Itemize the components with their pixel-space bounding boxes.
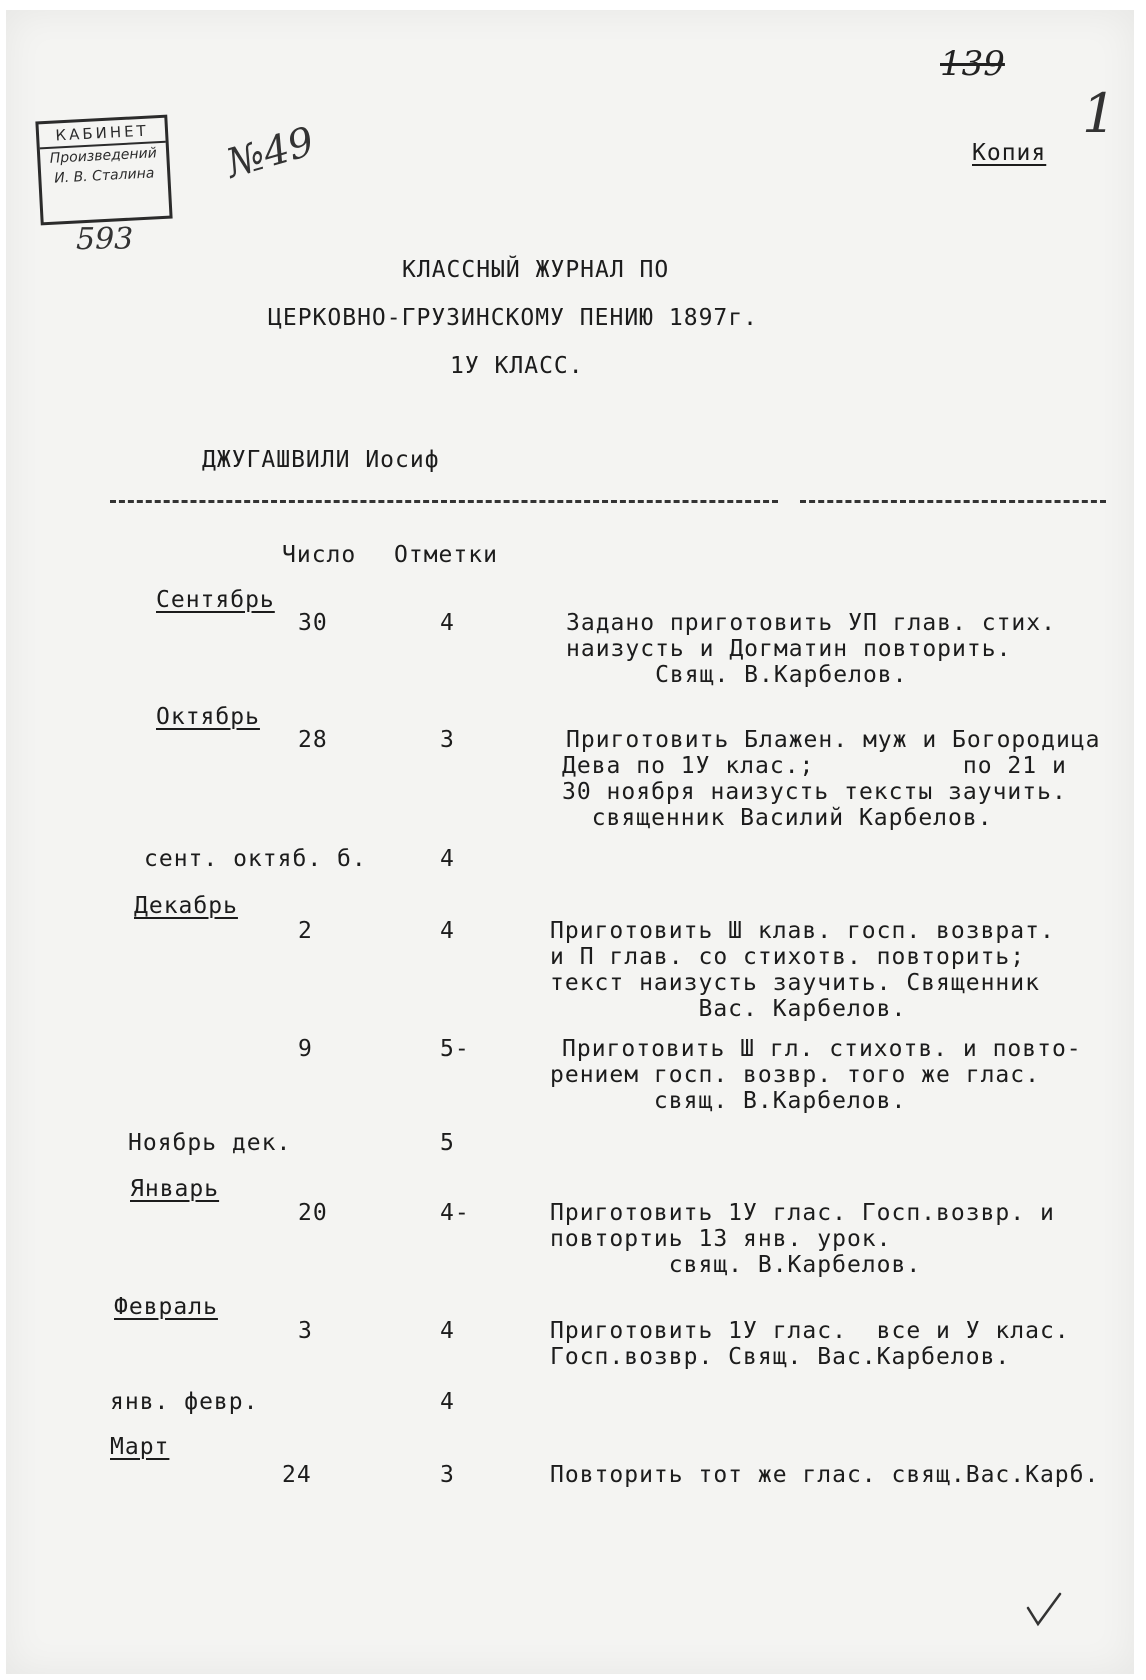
stamp-line-3: И. В. Сталина (53, 165, 155, 187)
title-line-3: 1У КЛАСС. (450, 353, 584, 379)
stamp-number: 593 (76, 222, 134, 257)
entry-note-line: Приготовить Ш гл. стихотв. и повто- (562, 1036, 1082, 1062)
entry-note-line: Приготовить Блажен. муж и Богородица (566, 727, 1101, 753)
entry-note-line: Задано приготовить УП глав. стих. (566, 610, 1056, 636)
entry-note-line: Дева по 1У клас.; по 21 и (562, 753, 1067, 779)
file-number: №49 (221, 118, 320, 188)
entry-mark: 3 (440, 1462, 455, 1488)
entry-mark: 4- (440, 1200, 470, 1226)
summary-label: Ноябрь дек. (128, 1130, 292, 1156)
column-header-marks: Отметки (394, 542, 498, 568)
entry-day: 28 (298, 727, 328, 753)
entry-note-line: Приготовить Ш клав. госп. возврат. (550, 918, 1055, 944)
entry-mark: 4 (440, 1389, 455, 1415)
column-header-date: Число (282, 542, 357, 568)
title-line-2: ЦЕРКОВНО-ГРУЗИНСКОМУ ПЕНИЮ 1897г. (268, 305, 758, 331)
entry-day: 30 (298, 610, 328, 636)
entry-note-line: рением госп. возвр. того же глас. (550, 1062, 1040, 1088)
dashed-rule-left (110, 500, 778, 503)
entry-note-line: священник Василий Карбелов. (562, 805, 993, 831)
cabinet-stamp (35, 115, 172, 226)
dashed-rule-right (800, 500, 1106, 503)
entry-mark: 4 (440, 846, 455, 872)
month-label: Сентябрь (156, 587, 275, 613)
month-label: Март (110, 1434, 170, 1460)
stamp-line-2: Произведений (49, 145, 158, 167)
entry-day: 20 (298, 1200, 328, 1226)
entry-day: 9 (298, 1036, 313, 1062)
entry-mark: 5 (440, 1130, 455, 1156)
check-mark-icon (1024, 1590, 1064, 1630)
entry-mark: 3 (440, 727, 455, 753)
entry-mark: 5- (440, 1036, 470, 1062)
summary-label: янв. февр. (110, 1389, 259, 1415)
month-label: Январь (130, 1176, 220, 1202)
entry-note-line: и П глав. со стихотв. повторить; (550, 944, 1026, 970)
entry-note-line: Приготовить 1У глас. все и У клас. (550, 1318, 1070, 1344)
entry-note-line: наизусть и Догматин повторить. (566, 636, 1012, 662)
entry-mark: 4 (440, 918, 455, 944)
student-name: ДЖУГАШВИЛИ Иосиф (202, 447, 440, 473)
copy-label: Копия (972, 140, 1047, 166)
summary-label: сент. октяб. б. (144, 846, 367, 872)
entry-note-line: текст наизусть заучить. Священник (550, 970, 1040, 996)
entry-day: 24 (282, 1462, 312, 1488)
entry-note-line: свящ. В.Карбелов. (550, 1088, 907, 1114)
sheet-number: 1 (1082, 82, 1117, 145)
entry-note-line: Приготовить 1У глас. Госп.возвр. и (550, 1200, 1055, 1226)
entry-note-line: свящ. В.Карбелов. (550, 1252, 922, 1278)
month-label: Февраль (114, 1294, 218, 1320)
entry-note-line: 30 ноября наизусть тексты заучить. (562, 779, 1067, 805)
entry-mark: 4 (440, 1318, 455, 1344)
entry-mark: 4 (440, 610, 455, 636)
entry-day: 3 (298, 1318, 313, 1344)
month-label: Октябрь (156, 704, 260, 730)
stamp-line-1: КАБИНЕТ (39, 118, 166, 150)
title-line-1: КЛАССНЫЙ ЖУРНАЛ ПО (402, 257, 670, 283)
entry-day: 2 (298, 918, 313, 944)
entry-note-line: Свящ. В.Карбелов. (566, 662, 908, 688)
month-label: Декабрь (134, 893, 238, 919)
archive-number: 139 (940, 44, 1005, 84)
entry-note-line: Вас. Карбелов. (550, 996, 907, 1022)
entry-note-line: Госп.возвр. Свящ. Вас.Карбелов. (550, 1344, 1011, 1370)
entry-note-line: повтортиь 13 янв. урок. (550, 1226, 892, 1252)
entry-note-line: Повторить тот же глас. свящ.Вас.Карб. (550, 1462, 1100, 1488)
